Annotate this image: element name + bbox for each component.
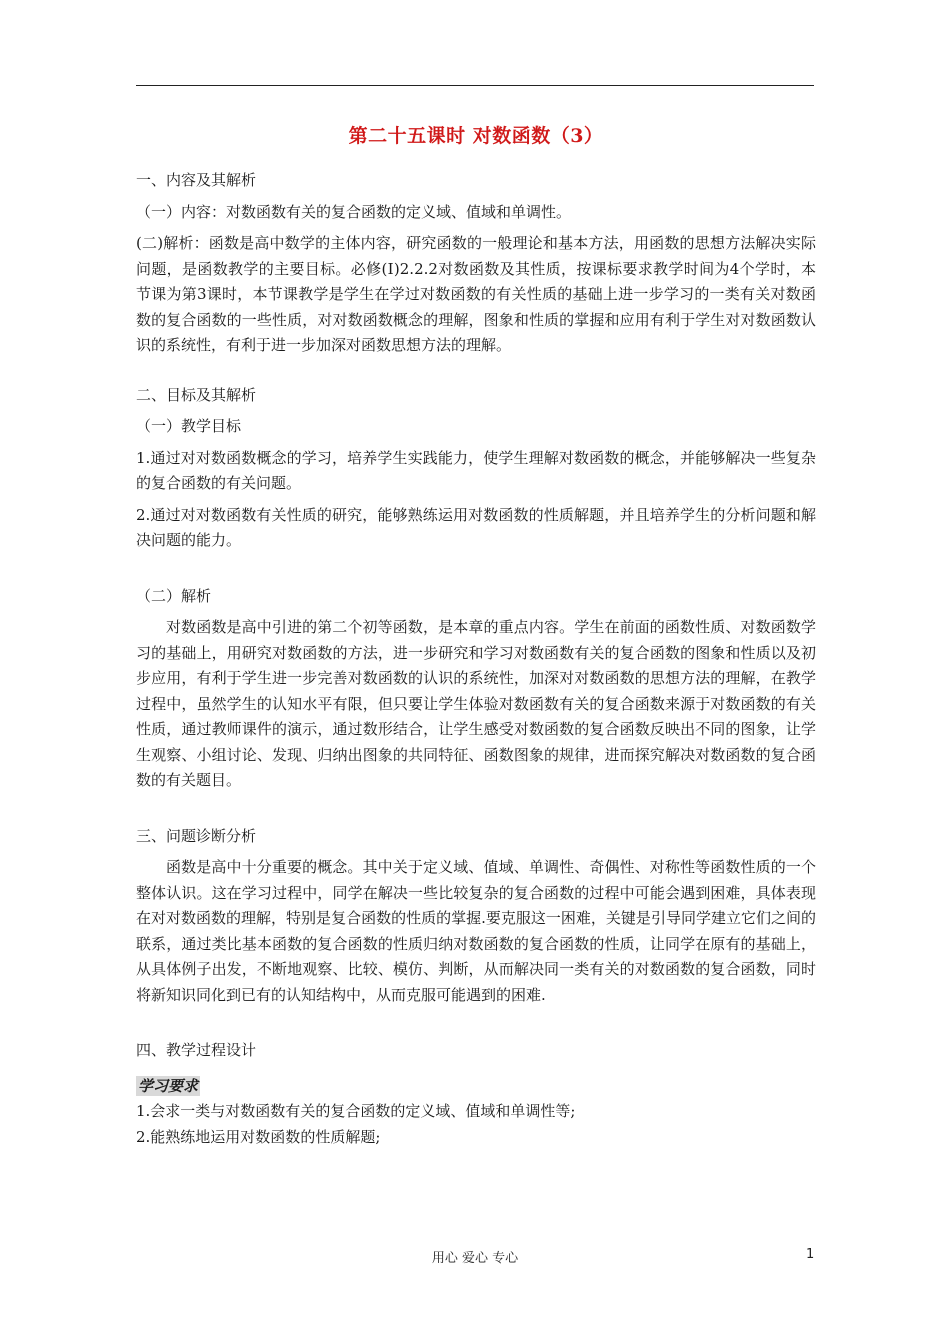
section-4-heading: 四、教学过程设计 — [136, 1041, 257, 1059]
section-2-sub-goals: （一）教学目标 — [136, 417, 242, 435]
document-title: 第二十五课时 对数函数（3） — [348, 125, 604, 147]
section-2-goal-2: 2.通过对对数函数有关性质的研究，能够熟练运用对数函数的性质解题，并且培养学生的分析问题和解决问题的能力。 — [136, 505, 816, 549]
requirement-1: 1.会求一类与对数函数有关的复合函数的定义域、值域和单调性等; — [136, 1102, 576, 1120]
document-body — [136, 118, 816, 1150]
section-2-heading: 二、目标及其解析 — [136, 385, 257, 404]
study-requirements-label: 学习要求 — [138, 1076, 199, 1095]
section-1-analysis: (二)解析：函数是高中数学的主体内容，研究函数的一般理论和基本方法，用函数的思想方法解决实际问题，是函数教学的主要目标。必修(Ⅰ)2.2.2对数函数及其性质，按课标要求教学时间为4个学时，本节课为第3课时，本节课教学是学生在学过对数函数的有关性质的基础上进一步学习的一类有关对数函数的复合函数的一些性质，对对数函数概念的理解，图象和性质的掌握和应用有利于学生对对数函数认识的系统性，有利于进一步加深对函数思想方法的理解。 — [136, 234, 816, 354]
section-2-analysis: 对数函数是高中引进的第二个初等函数，是本章的重点内容。学生在前面的函数性质、对数函数学习的基础上，用研究对数函数的方法，进一步研究和学习对数函数有关的复合函数的图象和性质以及初步应用，有利于学生进一步完善对数函数的认识的系统性，加深对对数函数的思想方法的理解，在教学过程中，虽然学生的认知水平有限，但只要让学生体验对数函数有关的复合函数来源于对数函数的有关性质，通过教师课件的演示，通过数形结合，让学生感受对数函数的复合函数反映出不同的图象，让学生观察、小组讨论、发现、归纳出图象的共同特征、函数图象的规律，进而探究解决对数函数的复合函数的有关题目。 — [136, 618, 816, 789]
section-1-content: （一）内容：对数函数有关的复合函数的定义域、值域和单调性。 — [136, 202, 572, 221]
section-1-heading: 一、内容及其解析 — [136, 171, 257, 189]
footer-text: 用心 爱心 专心 — [431, 1251, 519, 1266]
section-3-heading: 三、问题诊断分析 — [136, 826, 257, 845]
header-rule — [136, 85, 814, 86]
section-3-para: 函数是高中十分重要的概念。其中关于定义域、值域、单调性、奇偶性、对称性等函数性质的一个整体认识。这在学习过程中，同学在解决一些比较复杂的复合函数的过程中可能会遇到困难，具体表现在对对数函数的理解，特别是复合函数的性质的掌握.要克服这一困难，关键是引导同学建立它们之间的联系，通过类比基本函数的复合函数的性质归纳对数函数的复合函数的性质，让同学在原有的基础上，从具体例子出发，不断地观察、比较、模仿、判断，从而解决同一类有关的对数函数的复合函数，同时将新知识同化到已有的认知结构中，从而克服可能遇到的困难. — [136, 858, 816, 1004]
section-2-sub-analysis: （二）解析 — [136, 586, 212, 605]
section-2-goal-1: 1.通过对对数函数概念的学习，培养学生实践能力，使学生理解对数函数的概念，并能够解决一些复杂的复合函数的有关问题。 — [136, 448, 816, 492]
page-number: 1 — [806, 1247, 815, 1262]
requirement-2: 2.能熟练地运用对数函数的性质解题; — [136, 1127, 381, 1146]
